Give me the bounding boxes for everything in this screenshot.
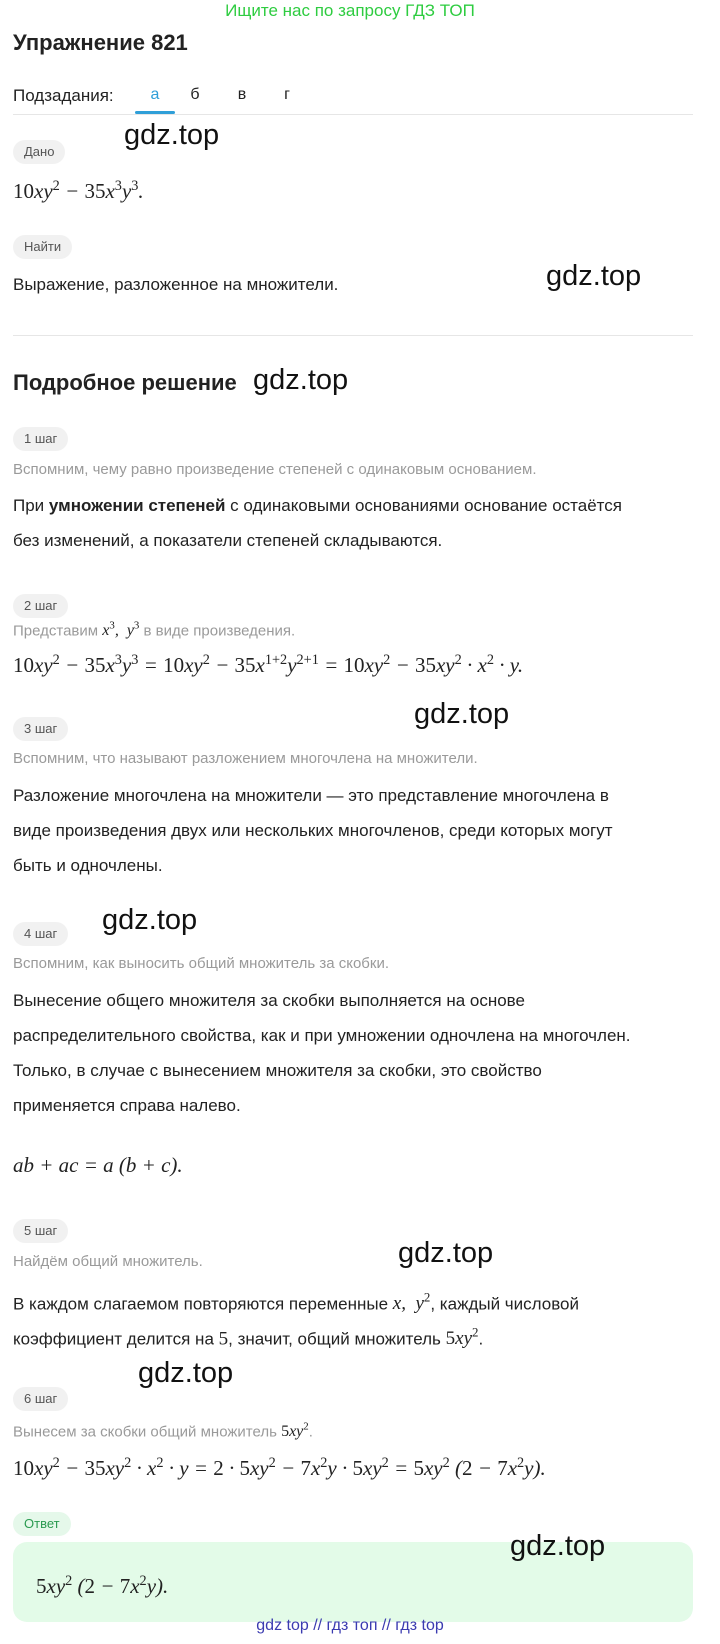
watermark: gdz.top	[398, 1237, 494, 1269]
step-5-line-1: В каждом слагаемом повторяются переменные x, $y^2$, каждый числовой	[13, 1290, 580, 1315]
step-5-line-1-post: , каждый числовой	[430, 1294, 580, 1314]
step-3-badge: 3 шаг	[13, 717, 68, 741]
watermark: gdz.top	[124, 119, 220, 151]
step-6-hint: Вынесем за скобки общий множитель $5xy^2$.	[13, 1421, 313, 1441]
watermark: gdz.top	[414, 698, 510, 730]
step-2-hint-post: в виде произведения.	[143, 622, 296, 640]
tab-b[interactable]: б	[190, 86, 200, 103]
step-1-hint: Вспомним, чему равно произведение степеней с одинаковым основанием.	[13, 461, 537, 478]
step-3-line-2: виде произведения двух или нескольких многочленов, среди которых могут	[13, 821, 613, 840]
find-badge: Найти	[13, 235, 72, 259]
step-4-badge: 4 шаг	[13, 922, 68, 946]
solution-heading: Подробное решение	[13, 370, 237, 395]
step-2-hint-pre: Представим	[13, 622, 99, 640]
step-5-line-2: коэффициент делится на 5, значит, общий множитель $5xy^2$.	[13, 1325, 484, 1350]
step-3-line-3: быть и одночлены.	[13, 856, 163, 875]
step-5-line-1-pre: В каждом слагаемом повторяются переменные	[13, 1294, 389, 1314]
watermark: gdz.top	[510, 1530, 606, 1562]
step-5-hint: Найдём общий множитель.	[13, 1253, 203, 1270]
active-tab-indicator	[135, 111, 175, 114]
answer-expression: $5xy^2$ $(2 - 7x^2y)$.	[36, 1573, 169, 1598]
step-4-line-1: Вынесение общего множителя за скобки выполняется на основе	[13, 991, 525, 1010]
step-1-text	[13, 488, 622, 523]
step-6-badge: 6 шаг	[13, 1387, 68, 1411]
subtasks-bar	[13, 82, 693, 115]
step-1-text-bold: умножении степеней	[48, 496, 226, 515]
step-1-text-pre: При	[13, 496, 49, 515]
find-text: Выражение, разложенное на множители.	[13, 275, 339, 294]
subtasks-label: Подзадания:	[13, 86, 114, 105]
step-1-text-line2: без изменений, а показатели степеней складываются.	[13, 531, 443, 550]
step-2-hint: Представим $x^3$, $y^3$ в виде произведения.	[13, 620, 296, 640]
step-4-hint: Вспомним, как выносить общий множитель за скобки.	[13, 955, 389, 972]
watermark: gdz.top	[138, 1357, 234, 1389]
watermark: gdz.top	[102, 904, 198, 936]
given-expression: $10xy^2 - 35x^3y^3$.	[13, 178, 144, 203]
step-5-line-2-pre: коэффициент делится на	[13, 1329, 214, 1349]
tab-a[interactable]: а	[150, 86, 160, 103]
watermark: gdz.top	[253, 364, 349, 396]
tab-v[interactable]: в	[237, 86, 247, 103]
step-6-equation: $10xy^2 - 35xy^2 \cdot x^2 \cdot y = 2 \cdot 5xy^2 - 7x^2y \cdot 5xy^2 = 5xy^2$ $(2 - 7x^2y)$.	[13, 1455, 546, 1480]
step-3-line-1: Разложение многочлена на множители — это представление многочлена в	[13, 786, 609, 805]
step-4-line-2: распределительного свойства, как и при умножении одночлена на многочлен.	[13, 1026, 631, 1045]
step-1-text-post: с одинаковыми основаниями основание остаётся	[225, 496, 622, 515]
page-title: Упражнение 821	[13, 30, 188, 55]
step-4-formula: ab + ac = a (b + c).	[13, 1153, 183, 1177]
tab-g[interactable]: г	[284, 86, 290, 103]
step-5-badge: 5 шаг	[13, 1219, 68, 1243]
footer-links[interactable]: gdz top // гдз топ // гдз top	[256, 1617, 444, 1634]
section-divider	[13, 335, 693, 336]
step-3-hint: Вспомним, что называют разложением многочлена на множители.	[13, 750, 478, 767]
step-5-line-2-mid: , значит, общий множитель	[228, 1329, 441, 1349]
search-banner: Ищите нас по запросу ГДЗ ТОП	[225, 1, 475, 20]
given-badge: Дано	[13, 140, 65, 164]
step-4-line-3: Только, в случае с вынесением множителя за скобки, это свойство	[13, 1061, 542, 1080]
step-1-badge: 1 шаг	[13, 427, 68, 451]
step-2-badge: 2 шаг	[13, 594, 68, 618]
step-6-hint-text: Вынесем за скобки общий множитель	[13, 1423, 277, 1441]
step-2-equation: $10xy^2 - 35x^3y^3 = 10xy^2 - 35x^{1+2}y^{2+1} = 10xy^2 - 35xy^2 \cdot x^2 \cdot y$.	[13, 652, 524, 677]
step-4-line-4: применяется справа налево.	[13, 1096, 241, 1115]
answer-badge: Ответ	[13, 1512, 71, 1536]
watermark: gdz.top	[546, 260, 642, 292]
